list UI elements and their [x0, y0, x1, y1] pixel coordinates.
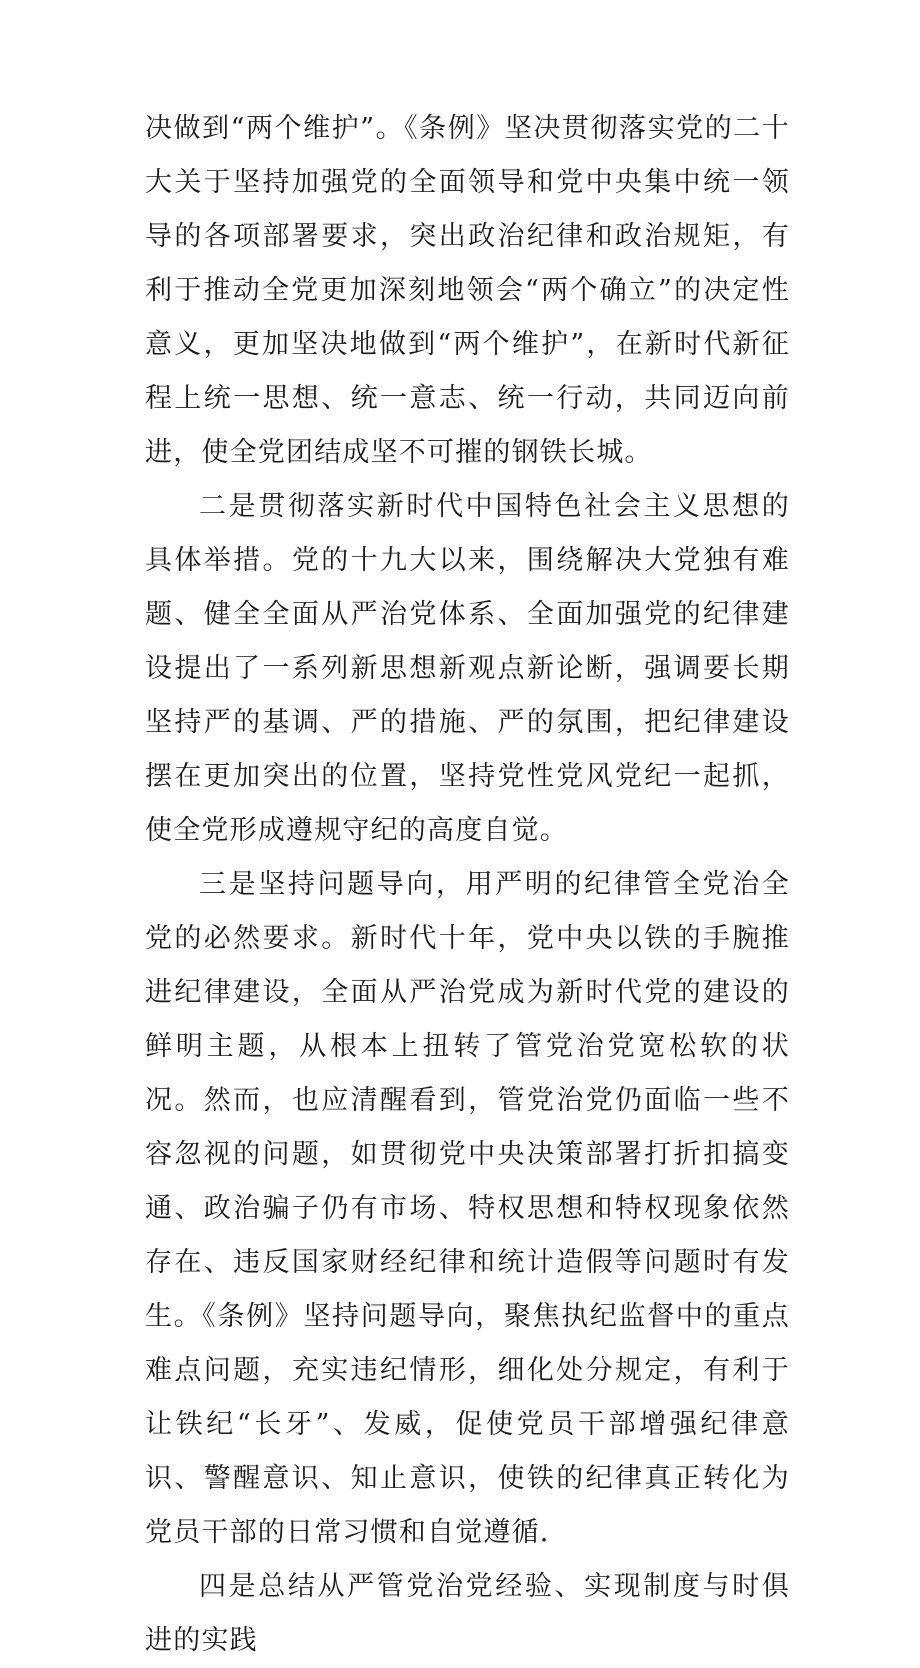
- paragraph-2: 二是贯彻落实新时代中国特色社会主义思想的具体举措。党的十九大以来，围绕解决大党独有难题、健全全面从严治党体系、全面加强党的纪律建设提出了一系列新思想新观点新论断，强调要长期坚持严的基调、严的措施、严的氛围，把纪律建设摆在更加突出的位置，坚持党性党风党纪一起抓，使全党形成遵规守纪的高度自觉。: [145, 491, 790, 846]
- paragraph-4: 四是总结从严管党治党经验、实现制度与时俱进的实践: [145, 1571, 790, 1656]
- paragraph-3: 三是坚持问题导向，用严明的纪律管全党治全党的必然要求。新时代十年，党中央以铁的手腕推进纪律建设，全面从严治党成为新时代党的建设的鲜明主题，从根本上扭转了管党治党宽松软的状况。然而，也应清醒看到，管党治党仍面临一些不容忽视的问题，如贯彻党中央决策部署打折扣搞变通、政治骗子仍有市场、特权思想和特权现象依然存在、违反国家财经纪律和统计造假等问题时有发生。《条例》坚持问题导向，聚焦执纪监督中的重点难点问题，充实违纪情形，细化处分规定，有利于让铁纪“长牙”、发威，促使党员干部增强纪律意识、警醒意识、知止意识，使铁的纪律真正转化为党员干部的日常习惯和自觉遵循.: [145, 869, 790, 1548]
- paragraph-1: 决做到“两个维护”。《条例》坚决贯彻落实党的二十大关于坚持加强党的全面领导和党中央集中统一领导的各项部署要求，突出政治纪律和政治规矩，有利于推动全党更加深刻地领会“两个确立”的决定性意义，更加坚决地做到“两个维护”，在新时代新征程上统一思想、统一意志、统一行动，共同迈向前进，使全党团结成坚不可摧的钢铁长城。: [145, 113, 790, 468]
- document-body: [145, 102, 790, 1668]
